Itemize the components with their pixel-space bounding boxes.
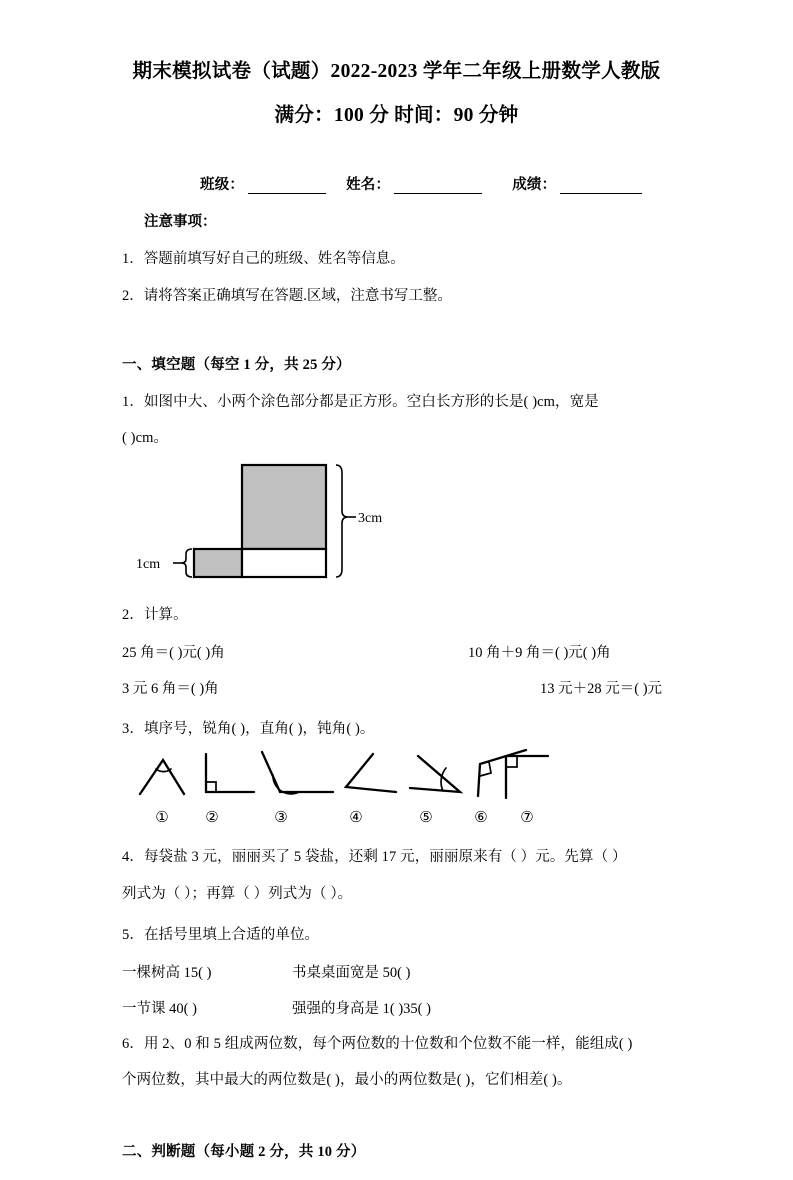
name-input-blank[interactable]: [394, 179, 482, 194]
score-label: 成绩：: [512, 176, 557, 193]
angle-2-rays: [206, 754, 254, 792]
question-4-line-1: 4．每袋盐 3 元，丽丽买了 5 袋盐，还剩 17 元，丽丽原来有（ ）元。先算（ ）: [122, 849, 627, 866]
angle-1-rays: [140, 760, 184, 794]
small-shaded-square: [194, 549, 242, 577]
question-5-title: 5．在括号里填上合适的单位。: [122, 927, 320, 944]
q5-r1-right: 书桌桌面宽是 50( ): [292, 964, 411, 981]
big-square-label: 3cm: [358, 511, 383, 527]
question-6-line-1: 6．用 2、0 和 5 组成两位数，每个两位数的十位数和个位数不能一样，能组成( ): [122, 1035, 633, 1052]
small-height-brace: [181, 549, 192, 577]
notice-heading: 注意事项：: [144, 213, 217, 230]
class-label: 班级：: [200, 176, 245, 193]
question-2-title: 2．计算。: [122, 607, 188, 624]
q5-r2-left: 一节课 40( ): [122, 1000, 197, 1017]
angle-label-1: ①: [155, 808, 169, 827]
q5-r1-left: 一棵树高 15( ): [122, 964, 212, 981]
angle-label-3: ③: [274, 808, 288, 827]
q2-r1-right: 10 角＋9 角＝( )元( )角: [468, 644, 611, 661]
small-square-label: 1cm: [136, 557, 161, 573]
angle-7-rays: [506, 756, 548, 798]
angles-figure: [128, 746, 548, 832]
student-info-row: [122, 173, 671, 194]
angle-label-7: ⑦: [520, 808, 534, 827]
white-rectangle: [242, 549, 326, 577]
notice-item-1: 1．答题前填写好自己的班级、姓名等信息。: [122, 250, 405, 267]
angle-7-right-marker: [506, 756, 517, 767]
q2-r2-left: 3 元 6 角＝( )角: [122, 680, 219, 697]
angle-3-rays: [262, 752, 333, 792]
angle-label-2: ②: [205, 808, 219, 827]
question-3-title: 3．填序号，锐角( )，直角( )，钝角( )。: [122, 721, 375, 738]
exam-page: [0, 58, 793, 1180]
angle-label-4: ④: [349, 808, 363, 827]
angle-label-6: ⑥: [474, 808, 488, 827]
question-6-line-2: 个两位数，其中最大的两位数是( )，最小的两位数是( )，它们相差( )。: [122, 1072, 572, 1089]
question-2-row-1: [122, 642, 671, 665]
height-brace: [336, 465, 348, 577]
question-4-line-2: 列式为（ ）；再算（ ）列式为（ ）。: [122, 885, 353, 902]
notice-item-2: 2．请将答案正确填写在答题.区域，注意书写工整。: [122, 287, 452, 304]
question-1-figure-wrap: [122, 459, 671, 587]
class-input-blank[interactable]: [248, 179, 326, 194]
angle-2-right-marker: [206, 782, 216, 792]
name-label: 姓名：: [346, 176, 391, 193]
question-1-line-2: ( )cm。: [122, 429, 169, 446]
q2-r2-right: 13 元＋28 元＝( )元: [540, 680, 663, 697]
question-5-row-1: [122, 962, 671, 985]
question-3-figure-wrap: [122, 746, 671, 834]
squares-figure: [136, 459, 478, 585]
angle-label-5: ⑤: [419, 808, 433, 827]
angle-5-rays: [410, 756, 460, 792]
q5-r2-right: 强强的身高是 1( )35( ): [292, 1000, 431, 1017]
section-2-heading: 二、判断题（每小题 2 分，共 10 分）: [122, 1143, 366, 1160]
score-input-blank[interactable]: [560, 179, 642, 194]
question-5-row-2: [122, 998, 671, 1021]
page-title: 期末模拟试卷（试题）2022-2023 学年二年级上册数学人教版: [132, 61, 661, 82]
question-2-row-2: [122, 678, 671, 701]
section-1-heading: 一、填空题（每空 1 分，共 25 分）: [122, 356, 351, 373]
q2-r1-left: 25 角＝( )元( )角: [122, 644, 225, 661]
big-shaded-square: [242, 465, 326, 549]
page-subtitle: 满分：100 分 时间：90 分钟: [274, 105, 519, 127]
question-1-line-1: 1．如图中大、小两个涂色部分都是正方形。空白长方形的长是( )cm，宽是: [122, 393, 599, 410]
angle-4-rays: [346, 754, 396, 792]
